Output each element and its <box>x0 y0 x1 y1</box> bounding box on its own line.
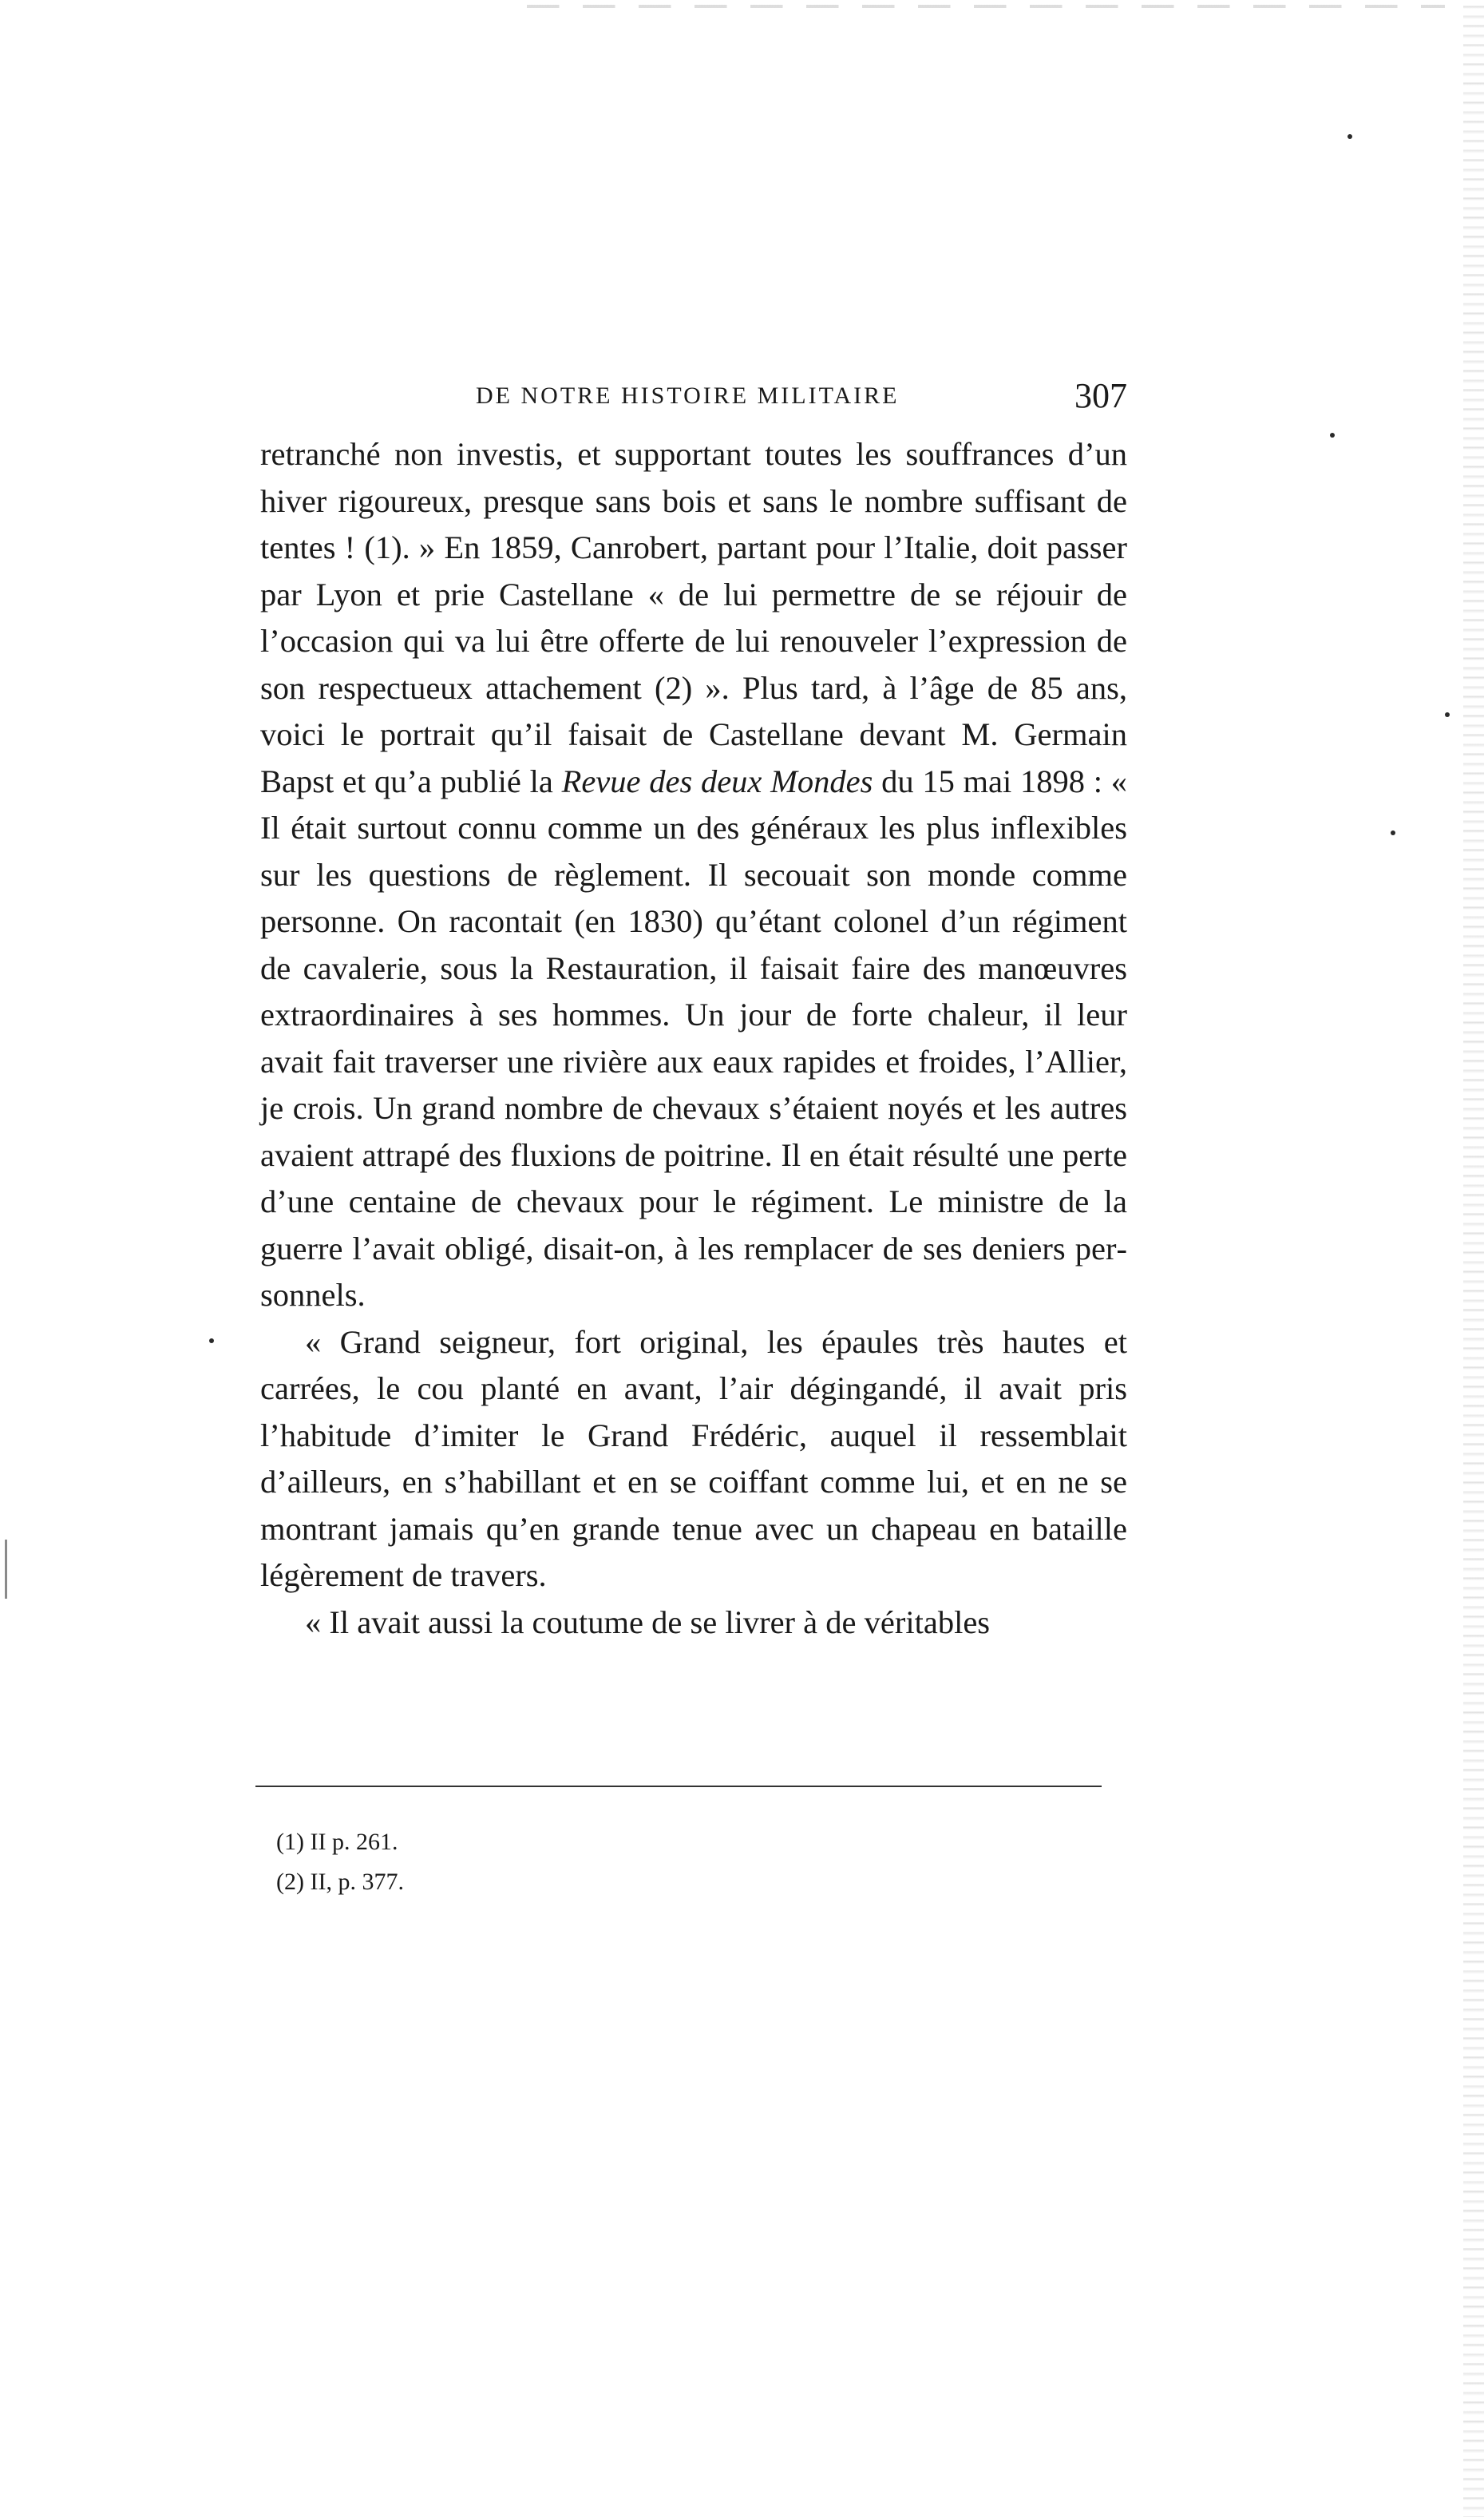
paragraph: « Il avait aussi la coutume de se livrer à de véritables <box>305 1603 991 1640</box>
scan-speck <box>209 1338 214 1343</box>
footnote: (2) II, p. 377. <box>276 1869 404 1895</box>
scan-speck <box>1330 433 1335 438</box>
footnote: (1) II p. 261. <box>276 1829 398 1855</box>
footnotes <box>276 1822 915 1902</box>
paragraph <box>260 431 1127 1319</box>
journal-title: Revue des deux Mondes <box>561 763 873 799</box>
scan-speck <box>1391 830 1395 835</box>
scan-speck <box>1445 712 1450 717</box>
body-text <box>260 431 1127 1646</box>
scan-artifact-right-edge <box>1463 0 1484 2517</box>
paragraph: « Grand seigneur, fort original, les épaules très hautes et carrées, le cou planté en avant, l’air dégingandé, il avait pris l’habitude d’imiter le Grand Frédéric, auquel il ressemblait d’ailleurs, en s’habillant et en se coiffant comme lui, et en ne se montrant jamais qu’en grande tenue avec un chapeau en bataille légèrement de travers. <box>260 1323 1127 1593</box>
running-title: DE NOTRE HISTOIRE MILITAIRE <box>476 383 900 409</box>
scan-artifact-margin-mark <box>5 1540 7 1599</box>
paragraph-text: retranché non investis, et supportant toutes les souffrances d’un hiver rigoureux, presque sans bois et sans le nombre suffisant de tentes ! (1). » En 1859, Canrobert, partant pour l’Italie, doit passer par Lyon et prie Castellane « de lui permettre de se réjouir de l’occasion qui va lui être offerte de lui renouveler l’expression de son respectueux attachement (2) ». Plus tard, à l’âge de 85 ans, voici le portrait qu’il faisait de Castellane devant M. Germain Bapst et qu’a publié la <box>260 436 1127 799</box>
scan-speck <box>1347 134 1352 139</box>
footnote-divider <box>255 1786 1102 1787</box>
page-number: 307 <box>1074 376 1127 415</box>
scan-artifact-top <box>527 5 1445 8</box>
paragraph-text: du 15 mai 1898 : « Il était surtout connu comme un des généraux les plus inflexibles sur les questions de règlement. Il secouait son monde comme personne. On racontait (en 1830) qu’étant colonel d’un régiment de cavalerie, sous la Restauration, il faisait faire des manœuvres extraordinaires à ses hommes. Un jour de forte chaleur, il leur avait fait traverser une rivière aux eaux rapides et froides, l’Allier, je crois. Un grand nombre de chevaux s’étaient noyés et les autres avaient attrapé des fluxions de poitrine. Il en était résulté une perte d’une centaine de chevaux pour le régiment. Le ministre de la guerre l’avait obligé, disait-on, à les remplacer de ses deniers personnels. <box>260 763 1127 1313</box>
running-head <box>260 372 1127 420</box>
